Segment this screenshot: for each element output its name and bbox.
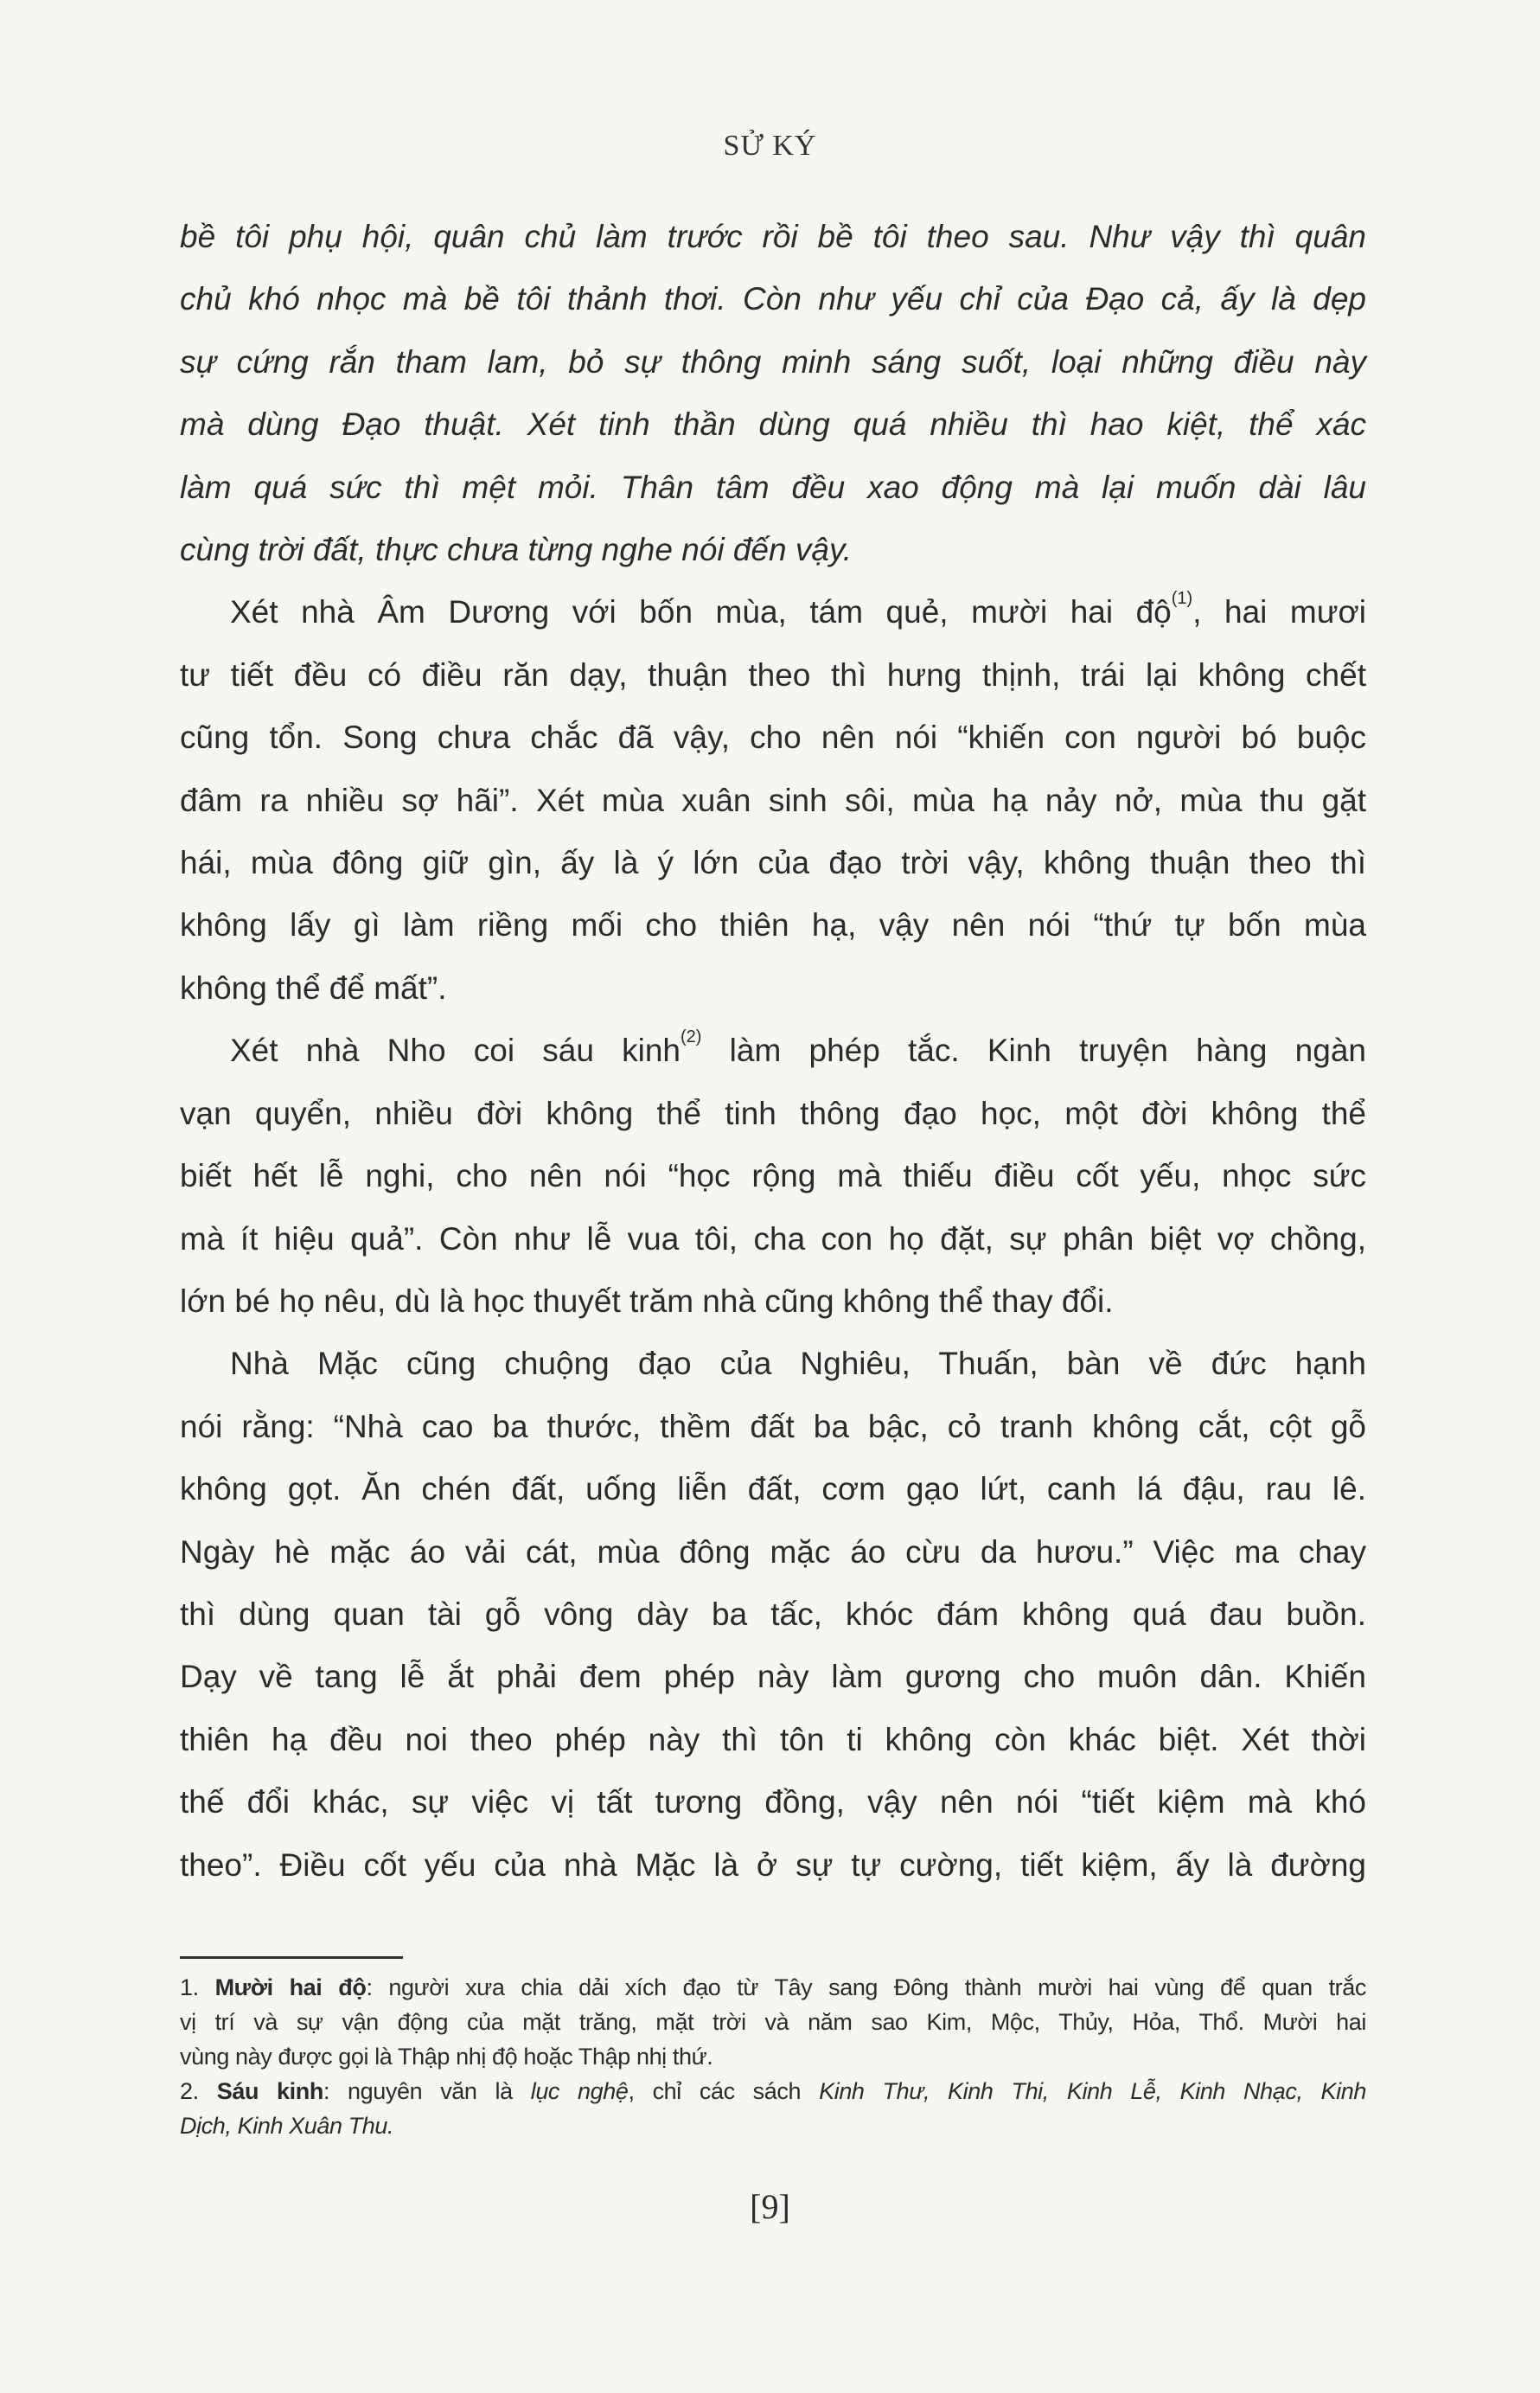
text-line (180, 581, 1366, 643)
footnote-2-line: 2. Sáu kinh: nguyên văn là lục nghệ, chỉ các sách Kinh Thư, Kinh Thi, Kinh Lễ, Kinh Nhạc, Kinh (180, 2078, 1366, 2104)
text-line: bề tôi phụ hội, quân chủ làm trước rồi bề tôi theo sau. Như vậy thì quân (180, 219, 1366, 254)
text-line (180, 1020, 1366, 1082)
text-line: đâm ra nhiều sợ hãi”. Xét mùa xuân sinh sôi, mùa hạ nảy nở, mùa thu gặt (180, 782, 1366, 818)
text-segment: , hai mươi (1192, 594, 1366, 630)
text-line: vạn quyển, nhiều đời không thể tinh thông đạo học, một đời không thể (180, 1095, 1366, 1131)
footnote-1-line: vị trí và sự vận động của mặt trăng, mặt trời và năm sao Kim, Mộc, Thủy, Hỏa, Thổ. Mười hai (180, 2009, 1366, 2035)
text-line: Dạy về tang lễ ắt phải đem phép này làm gương cho muôn dân. Khiến (180, 1659, 1366, 1695)
text-line: sự cứng rắn tham lam, bỏ sự thông minh sáng suốt, loại những điều này (180, 343, 1366, 380)
text-line: biết hết lễ nghi, cho nên nói “học rộng mà thiếu điều cốt yếu, nhọc sức (180, 1158, 1366, 1194)
footnote-1-line: 1. Mười hai độ: người xưa chia dải xích đạo từ Tây sang Đông thành mười hai vùng để quan trắc (180, 1974, 1366, 2000)
text-line: nói rằng: “Nhà cao ba thước, thềm đất ba bậc, cỏ tranh không cắt, cột gỗ (180, 1408, 1366, 1444)
text-line: hái, mùa đông giữ gìn, ấy là ý lớn của đạo trời vậy, không thuận theo thì (180, 845, 1366, 881)
text-line: thế đổi khác, sự việc vị tất tương đồng, vậy nên nói “tiết kiệm mà khó (180, 1784, 1366, 1820)
text-line: không thể để mất”. (180, 969, 447, 1006)
text-segment: làm phép tắc. Kinh truyện hàng ngàn (701, 1033, 1366, 1069)
text-line: mà ít hiệu quả”. Còn như lễ vua tôi, cha con họ đặt, sự phân biệt vợ chồng, (180, 1220, 1366, 1257)
text-line: chủ khó nhọc mà bề tôi thảnh thơi. Còn như yếu chỉ của Đạo cả, ấy là dẹp (180, 281, 1366, 317)
paragraph (180, 206, 1366, 581)
paragraph (180, 581, 1366, 1020)
text-line: lớn bé họ nêu, dù là học thuyết trăm nhà cũng không thể thay đổi. (180, 1283, 1114, 1319)
text-line: cũng tổn. Song chưa chắc đã vậy, cho nên nói “khiến con người bó buộc (180, 720, 1366, 756)
footnotes (180, 1970, 1366, 2143)
text-line: tư tiết đều có điều răn dạy, thuận theo thì hưng thịnh, trái lại không chết (180, 656, 1366, 693)
text-line: theo”. Điều cốt yếu của nhà Mặc là ở sự tự cường, tiết kiệm, ấy là đường (180, 1846, 1366, 1883)
text-segment: Xét nhà Nho coi sáu kinh (230, 1033, 681, 1069)
text-line: không gọt. Ăn chén đất, uống liễn đất, cơm gạo lứt, canh lá đậu, rau lê. (180, 1471, 1366, 1507)
text-line: Ngày hè mặc áo vải cát, mùa đông mặc áo cừu da hươu.” Việc ma chay (180, 1533, 1366, 1570)
footnote-ref[interactable]: (1) (1171, 589, 1193, 609)
text-line: không lấy gì làm riềng mối cho thiên hạ, vậy nên nói “thứ tự bốn mùa (180, 907, 1366, 944)
text-line: mà dùng Đạo thuật. Xét tinh thần dùng quá nhiều thì hao kiệt, thể xác (180, 406, 1366, 443)
body-text (180, 206, 1366, 1897)
running-header: SỬ KÝ (723, 130, 817, 162)
paragraph (180, 1333, 1366, 1897)
text-line: làm quá sức thì mệt mỏi. Thân tâm đều xao động mà lại muốn dài lâu (180, 469, 1366, 505)
footnote-1-line: vùng này được gọi là Thập nhị độ hoặc Thập nhị thứ. (180, 2044, 713, 2070)
text-line: thì dùng quan tài gỗ vông dày ba tấc, khóc đám không quá đau buồn. (180, 1596, 1366, 1632)
text-line: cùng trời đất, thực chưa từng nghe nói đến vậy. (180, 532, 852, 568)
footnote-term: Mười hai độ (214, 1974, 367, 2000)
footnote-2-line: Dịch, Kinh Xuân Thu. (180, 2113, 394, 2139)
page-number: [9] (750, 2187, 790, 2226)
footnote-ref[interactable]: (2) (681, 1027, 702, 1047)
footnote-divider (180, 1956, 403, 1959)
footnote-term: Sáu kinh (216, 2078, 323, 2104)
text-line: thiên hạ đều noi theo phép này thì tôn ti không còn khác biệt. Xét thời (180, 1721, 1366, 1757)
text-segment: Xét nhà Âm Dương với bốn mùa, tám quẻ, mười hai độ (230, 594, 1172, 630)
paragraph (180, 1020, 1366, 1333)
text-line: Nhà Mặc cũng chuộng đạo của Nghiêu, Thuấn, bàn về đức hạnh (230, 1346, 1366, 1382)
